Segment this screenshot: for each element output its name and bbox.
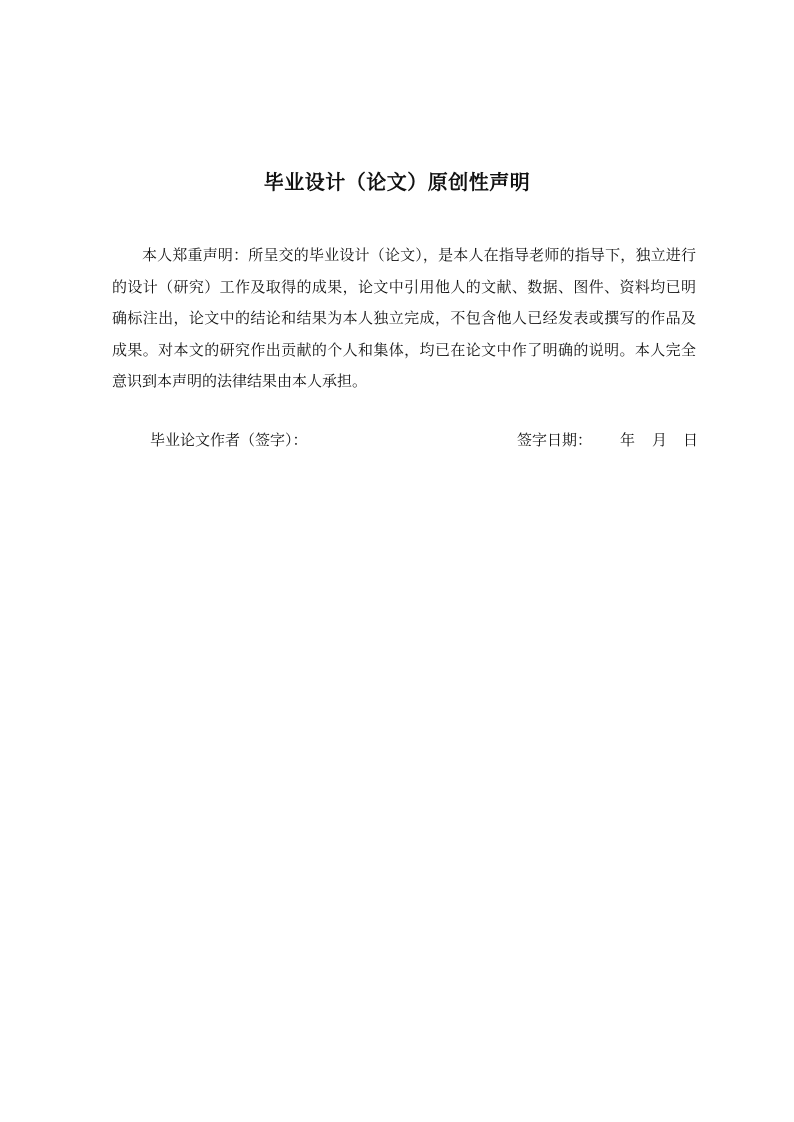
page-title: 毕业设计（论文）原创性声明 (263, 170, 531, 194)
declaration-paragraph: 本人郑重声明：所呈交的毕业设计（论文），是本人在指导老师的指导下，独立进行的设计（研究）工作及取得的成果，论文中引用他人的文献、数据、图件、资料均已明确标注出，论文中的结论和结果为本人独立完成，不包含他人已经发表或撰写的作品及成果。对本文的研究作出贡献的个人和集体，均已在论文中作了明确的说明。本人完全意识到本声明的法律结果由本人承担。 (112, 246, 696, 390)
signature-date-label: 签字日期： (517, 431, 593, 449)
signature-row (112, 426, 699, 454)
date-year-label: 年 (620, 431, 636, 449)
date-day-label: 日 (683, 431, 699, 449)
author-signature-label: 毕业论文作者（签字）： (150, 431, 308, 449)
date-month-label: 月 (652, 431, 668, 449)
